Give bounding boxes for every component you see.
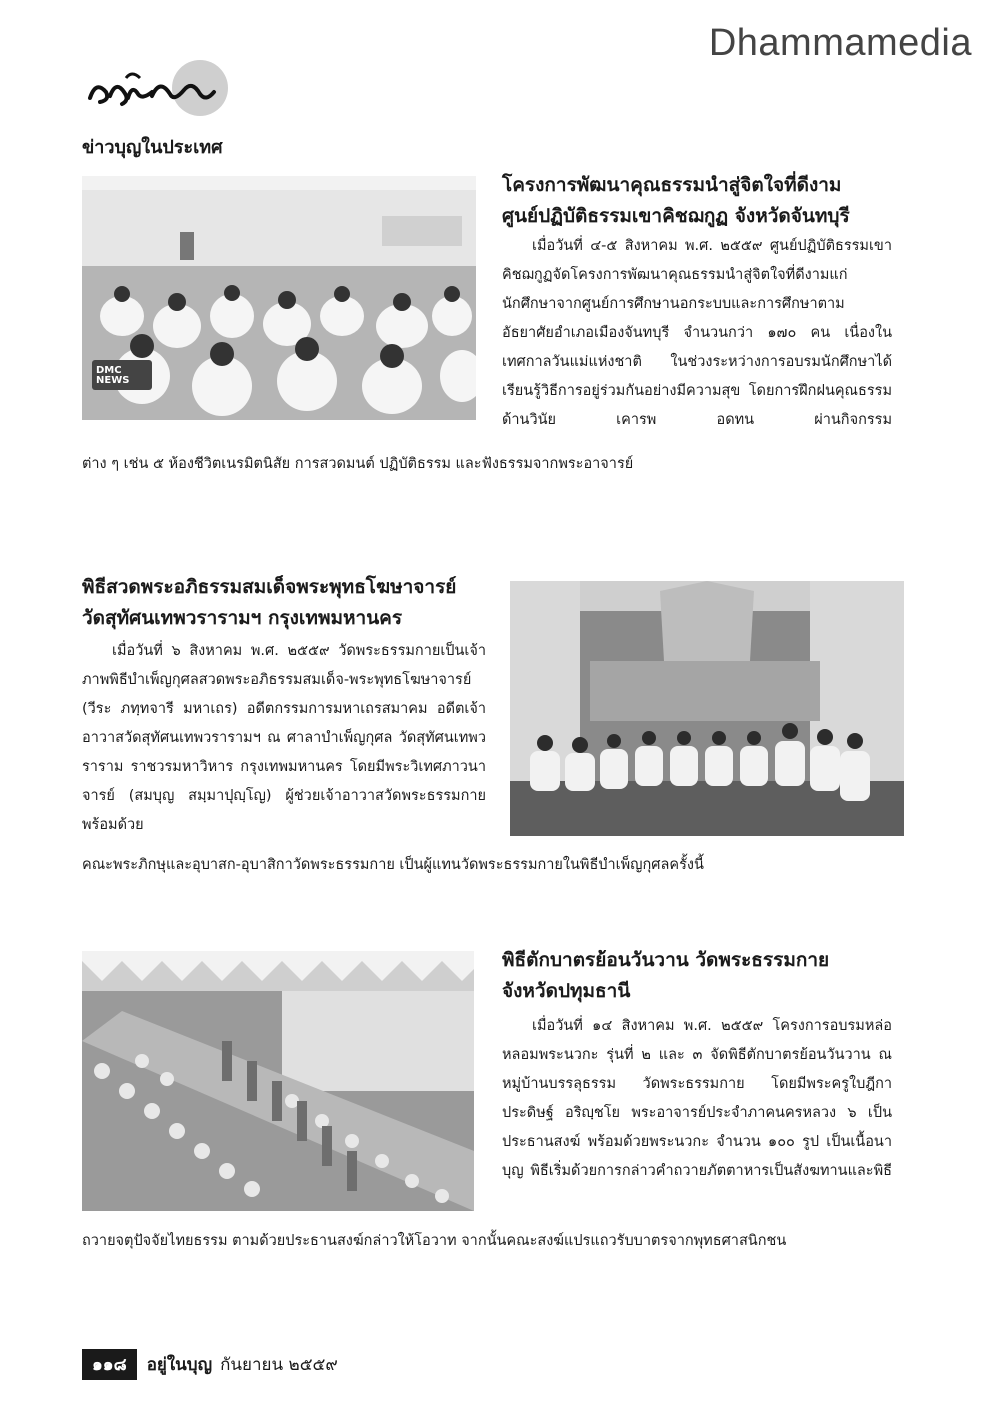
article-3-title <box>502 945 922 1007</box>
article-1-title-line2: ศูนย์ปฏิบัติธรรมเขาคิชฌกูฏ จังหวัดจันทบุรี <box>502 205 850 227</box>
article-1-body-tail: ต่าง ๆ เช่น ๕ ห้องชีวิตเนรมิตนิสัย การสวดมนต์ ปฏิบัติธรรม และฟังธรรมจากพระอาจารย์ <box>82 456 634 472</box>
article-3-body-tail: ถวายจตุปัจจัยไทยธรรม ตามด้วยประธานสงฆ์กล่าวให้โอวาท จากนั้นคณะสงฆ์แปรแถวรับบาตรจากพุทธศาสนิกชน <box>82 1233 787 1249</box>
article-2-photo <box>510 581 904 836</box>
article-1-title <box>502 170 922 232</box>
article-1-body <box>502 232 892 435</box>
page-number: ๑๑๘ <box>82 1349 137 1380</box>
brand-name: Dhammamedia <box>708 22 972 64</box>
article-3-title-line2: จังหวัดปทุมธานี <box>502 980 631 1002</box>
article-3-body-text: เมื่อวันที่ ๑๔ สิงหาคม พ.ศ. ๒๕๕๙ โครงการอบรมหล่อหลอมพระนวกะ รุ่นที่ ๒ และ ๓ จัดพิธีตักบาตรย้อนวันวาน ณ หมู่บ้านบรรลุธรรม วัดพระธรรมกาย โดยมีพระครูใบฎีกาประดิษฐ์ อริญฺชโย พระอาจารย์ประจำภาคนครหลวง ๖ เป็นประธานสงฆ์ พร้อมด้วยพระนวกะ จำนวน ๑๐๐ รูป เป็นเนื้อนาบุญ พิธีเริ่มด้วยการกล่าวคำถวายภัตตาหารเป็นสังฆทานและพิธี <box>502 1018 892 1179</box>
article-1-photo <box>82 176 476 420</box>
article-3-body <box>502 1012 892 1186</box>
magazine-logo <box>82 58 232 118</box>
page-footer <box>82 1349 338 1380</box>
article-2-body <box>82 637 486 840</box>
article-3-photo <box>82 951 474 1211</box>
footer-issue: กันยายน ๒๕๕๙ <box>220 1355 338 1375</box>
article-2-title-line2: วัดสุทัศนเทพวรารามฯ กรุงเทพมหานคร <box>82 607 403 629</box>
footer-magazine-name: อยู่ในบุญ <box>146 1355 213 1375</box>
article-1-title-line1: โครงการพัฒนาคุณธรรมนำสู่จิตใจที่ดีงาม <box>502 174 842 196</box>
article-2-title <box>82 572 502 634</box>
section-title: ข่าวบุญในประเทศ <box>82 137 223 158</box>
photo-badge: DMC NEWS <box>96 365 130 386</box>
article-3-title-line1: พิธีตักบาตรย้อนวันวาน วัดพระธรรมกาย <box>502 949 830 971</box>
article-2-title-line1: พิธีสวดพระอภิธรรมสมเด็จพระพุทธโฆษาจารย์ <box>82 576 457 598</box>
article-2-body-tail: คณะพระภิกษุและอุบาสก-อุบาสิกาวัดพระธรรมกาย เป็นผู้แทนวัดพระธรรมกายในพิธีบำเพ็ญกุศลครั้งนี้ <box>82 857 704 873</box>
article-2-body-text: เมื่อวันที่ ๖ สิงหาคม พ.ศ. ๒๕๕๙ วัดพระธรรมกายเป็นเจ้าภาพพิธีบำเพ็ญกุศลสวดพระอภิธรรมสมเด็จ-พระพุทธโฆษาจารย์ (วีระ ภทฺทจารี มหาเถร) อดีตกรรมการมหาเถรสมาคม อดีตเจ้าอาวาสวัดสุทัศนเทพวรารามฯ ณ ศาลาบำเพ็ญกุศล วัดสุทัศนเทพวราราม ราชวรมหาวิหาร กรุงเทพมหานคร โดยมีพระวิเทศภาวนาจารย์ (สมบุญ สมฺมาปุญฺโญ) ผู้ช่วยเจ้าอาวาสวัดพระธรรมกาย พร้อมด้วย <box>82 643 486 833</box>
article-1-body-text: เมื่อวันที่ ๔-๕ สิงหาคม พ.ศ. ๒๕๕๙ ศูนย์ปฏิบัติธรรมเขาคิชฌกูฏจัดโครงการพัฒนาคุณธรรมนำสู่จิตใจที่ดีงามแก่นักศึกษาจากศูนย์การศึกษานอกระบบและการศึกษาตามอัธยาศัยอำเภอเมืองจันทบุรี จำนวนกว่า ๑๗๐ คน เนื่องในเทศกาลวันแม่แห่งชาติ ในช่วงระหว่างการอบรมนักศึกษาได้เรียนรู้วิธีการอยู่ร่วมกันอย่างมีความสุข โดยการฝึกฝนคุณธรรมด้านวินัย เคารพ อดทน ผ่านกิจกรรม <box>502 238 892 428</box>
